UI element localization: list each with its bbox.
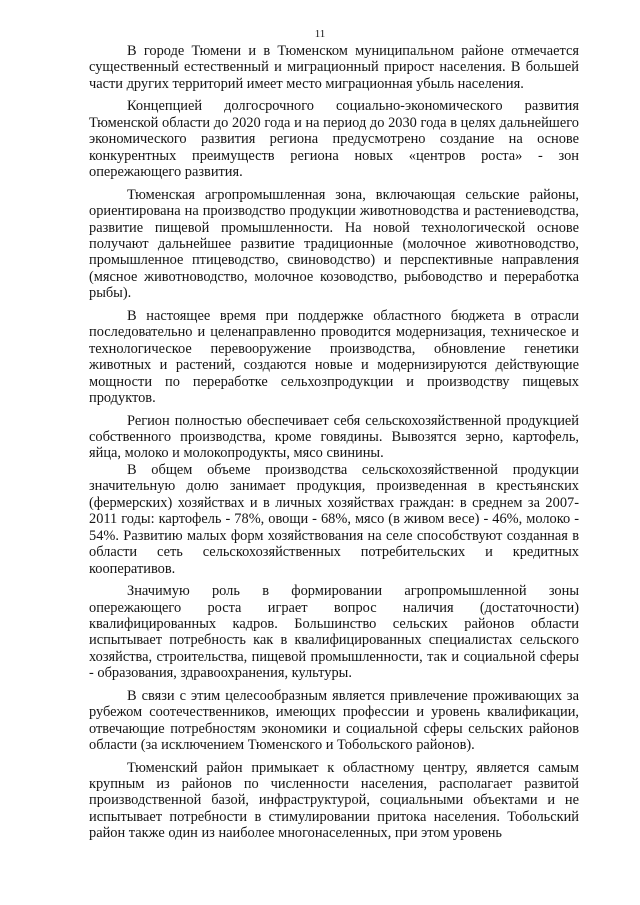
paragraph-modernization: В настоящее время при поддержке областного бюджета в отрасли последовательно и целенаправленно проводится модернизация, техническое и технологическое перевооружение производства, обновление генетики животных и растений, создаются новые и модернизируются действующие мощности по переработке сельхозпродукции и производству пищевых продуктов. <box>89 307 579 407</box>
paragraph-qualified-personnel: Значимую роль в формировании агропромышленной зоны опережающего роста играет вопрос наличия (достаточности) квалифицированных кадров. Большинство сельских районов области испытывает потребность как в квалифицированных специалистах сельского хозяйства, строительства, пищевой промышленности, так и социальной сферы - образования, здравоохранения, культуры. <box>89 583 579 682</box>
paragraph-compatriots: В связи с этим целесообразным является привлечение проживающих за рубежом соотечественников, имеющих профессии и уровень квалификации, отвечающие потребностям экономики и социальной сферы сельских районов области (за исключением Тюменского и Тобольского районов). <box>89 687 579 754</box>
paragraph-farm-production-share: В общем объеме производства сельскохозяйственной продукции значительную долю занимает продукция, произведенная в крестьянских (фермерских) хозяйствах и в личных хозяйствах граждан: в среднем за 2007-2011 годы: картофель - 78%, овощи - 68%, мясо (в живом весе) - 46%, молоко - 54%. Развитию малых форм хозяйствования на селе способствуют созданная в области сеть сельскохозяйственных потребительских и кредитных кооперативов. <box>89 461 579 577</box>
paragraph-agro-zone: Тюменская агропромышленная зона, включающая сельские районы, ориентирована на производство продукции животноводства и растениеводства, развитие пищевой промышленности. На новой технологической основе получают дальнейшее развитие традиционные (молочное животноводство, промышленное птицеводство, свиноводство) и перспективные направления (мясное животноводство, молочное козоводство, рыбоводство и переработка рыбы). <box>89 186 579 302</box>
paragraph-tyumen-district: Тюменский район примыкает к областному центру, является самым крупным из районов по численности населения, располагает развитой производственной базой, инфраструктурой, социальными объектами и не испытывает потребности в стимулировании притока населения. Тобольский район также один из наиболее многонаселенных, при этом уровень <box>89 759 579 842</box>
paragraph-development-concept: Концепцией долгосрочного социально-экономического развития Тюменской области до 2020 года и на период до 2030 года в целях дальнейшего экономического развития региона предусмотрено создание на основе конкурентных преимуществ региона новых «центров роста» - зон опережающего развития. <box>89 98 579 181</box>
paragraph-self-sufficiency: Регион полностью обеспечивает себя сельскохозяйственной продукцией собственного производства, кроме говядины. Вывозятся зерно, картофель, яйца, молоко и молокопродукты, мясо свинины. <box>89 412 579 462</box>
paragraph-population-growth: В городе Тюмени и в Тюменском муниципальном районе отмечается существенный естественный и миграционный прирост населения. В большей части других территорий имеет место миграционная убыль населения. <box>89 43 579 92</box>
page-number: 11 <box>314 28 326 40</box>
document-body <box>89 43 579 842</box>
